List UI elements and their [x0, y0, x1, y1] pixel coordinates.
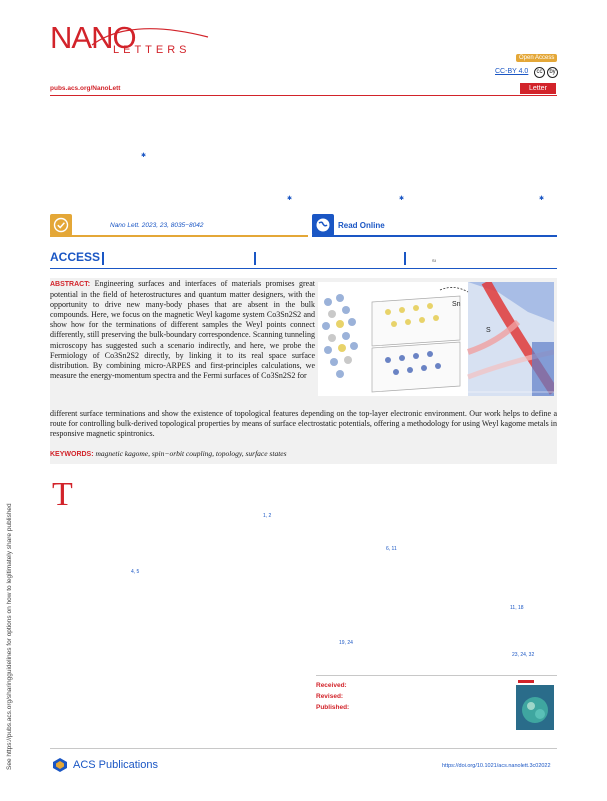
- read-online-divider: [312, 235, 557, 237]
- read-online-link[interactable]: Read Online: [338, 221, 385, 230]
- doi-link[interactable]: https://doi.org/10.1021/acs.nanolett.3c02022: [442, 763, 551, 769]
- access-separator: [102, 252, 104, 265]
- sharing-guidelines-sidebar: See https://pubs.acs.org/sharingguidelines for options on how to legitimately share published: [6, 503, 13, 770]
- toc-graphic: [318, 282, 554, 396]
- reference-link[interactable]: 1, 2: [263, 513, 272, 519]
- open-access-badge: Open Access: [516, 54, 557, 62]
- label-s: S: [486, 327, 491, 334]
- access-bar: [50, 249, 557, 269]
- abstract-label: ABSTRACT:: [50, 281, 91, 288]
- cite-this-button[interactable]: [50, 214, 72, 236]
- reference-link[interactable]: 6, 11: [386, 546, 397, 552]
- orcid-marker-icon[interactable]: ✱: [141, 153, 147, 159]
- acs-hexagon-icon: [50, 757, 70, 773]
- footer-divider: [50, 748, 557, 749]
- keywords-line: [50, 449, 287, 458]
- by-attribution-icon: by: [547, 67, 558, 78]
- received-label: Received:: [316, 682, 347, 689]
- access-label: ACCESS: [50, 250, 101, 264]
- journal-cover-thumbnail[interactable]: [516, 678, 554, 730]
- access-separator: [254, 252, 256, 265]
- reference-link[interactable]: 11, 18: [510, 605, 524, 611]
- access-separator: [404, 252, 406, 265]
- header-divider: [50, 95, 557, 96]
- citation-text: Nano Lett. 2023, 23, 8035−8042: [110, 222, 204, 229]
- reference-link[interactable]: 23, 24, 32: [512, 652, 535, 658]
- supporting-info-icon[interactable]: SI: [432, 258, 436, 263]
- crystal-structure-illustration: [322, 294, 460, 392]
- journal-url-link[interactable]: pubs.acs.org/NanoLett: [50, 85, 121, 92]
- arpes-spectrum-illustration: [468, 282, 554, 396]
- keywords-text: magnetic kagome, spin−orbit coupling, topology, surface states: [95, 449, 287, 458]
- journal-logo-letters: LETTERS: [113, 44, 191, 56]
- dropcap-letter: T: [52, 476, 73, 513]
- check-icon: [53, 217, 69, 233]
- label-sn: Sn: [452, 301, 461, 308]
- callout-arrow: [440, 287, 468, 292]
- abstract-text-continued: different surface terminations and show the existence of topological features depending on the top-layer electronic environment. Our work helps to define a route for controlling bulk-derived topological properties by means of surface electrostatic potentials, offering a methodology for using Weyl kagome metals in responsive magnetic spintronics.: [50, 409, 557, 439]
- article-type-badge: Letter: [520, 83, 556, 94]
- article-history: [316, 680, 349, 713]
- keywords-label: KEYWORDS:: [50, 451, 94, 458]
- orcid-marker-icon[interactable]: ✱: [539, 196, 545, 202]
- reference-link[interactable]: 4, 5: [131, 569, 140, 575]
- globe-icon: [315, 217, 331, 233]
- abstract-text: [50, 279, 315, 381]
- cc-license-icons: [534, 67, 558, 78]
- reference-link[interactable]: 19, 24: [339, 640, 353, 646]
- orcid-marker-icon[interactable]: ✱: [287, 196, 293, 202]
- cite-divider: [50, 235, 308, 237]
- revised-label: Revised:: [316, 693, 344, 700]
- license-link[interactable]: CC-BY 4.0: [495, 68, 529, 75]
- acs-publications-text: ACS Publications: [73, 759, 158, 771]
- journal-logo-nano: NANO: [50, 20, 136, 55]
- history-divider: [316, 675, 557, 676]
- orcid-marker-icon[interactable]: ✱: [399, 196, 405, 202]
- published-label: Published:: [316, 704, 350, 711]
- read-online-button[interactable]: [312, 214, 334, 236]
- cc-icon: cc: [534, 67, 545, 78]
- abstract-body-left: Engineering surfaces and interfaces of materials promises great potential in the field of heterostructures and quantum matter designers, with the opportunity to drive new many-body phases that are absent in the bulk compounds. Here, we focus on the magnetic Weyl kagome system Co3Sn2S2 and show how for the terminations of different samples the Weyl points connect differently, still preserving the bulk-boundary correspondence. Scanning tunneling microscopy has suggested such a scenario indirectly, and here, we probe the Fermiology of Co3Sn2S2 directly, by linking it to its real space surface distribution. By combining micro-ARPES and first-principles calculations, we measure the energy-momentum spectra and the Fermi surfaces of Co3Sn2S2 for: [50, 279, 315, 380]
- acs-publications-logo[interactable]: [50, 757, 158, 773]
